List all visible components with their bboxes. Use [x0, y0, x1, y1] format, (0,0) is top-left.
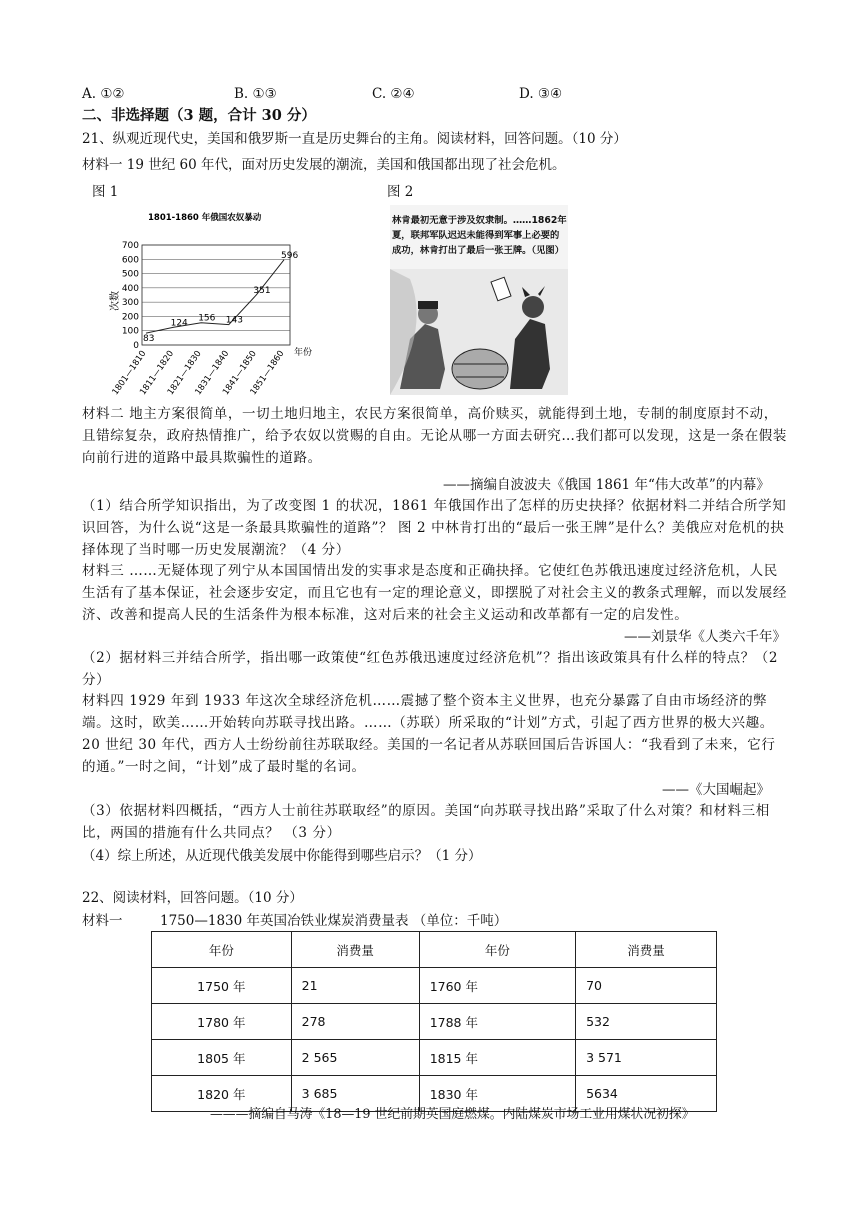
- option-d: D. ③④: [519, 86, 563, 102]
- header-year-2: 年份: [419, 932, 575, 968]
- data-label: 596: [281, 250, 299, 261]
- table-cell: 5634: [576, 1076, 717, 1112]
- table-cell: 532: [576, 1004, 717, 1040]
- table-row: [152, 968, 717, 1004]
- x-tick-label: 1851—1860: [248, 348, 287, 398]
- y-tick-label: 400: [121, 283, 139, 294]
- q22-stem: 22、阅读材料，回答问题。（10 分）: [82, 890, 303, 906]
- table-cell: 1780 年: [152, 1004, 292, 1040]
- option-a: A. ①②: [82, 86, 125, 102]
- coal-consumption-table: [151, 931, 717, 1112]
- q21-material-2: 材料二 地主方案很简单，一切土地归地主，农民方案很简单，高价赎买，就能得到土地，专制的制度原封不动，且错综复杂，政府热情推广，给予农奴以赏赐的自由。无论从哪一方面去研究…我们都可以发现，这是一条在假装向前行进的道路中最具欺骗性的道路。: [82, 406, 787, 466]
- header-consumption-2: 消费量: [576, 932, 717, 968]
- table-cell: 2 565: [291, 1040, 419, 1076]
- q22-table-title: 1750—1830 年英国冶铁业煤炭消费量表 （单位：千吨）: [160, 913, 508, 929]
- figure-2-label: 图 2: [387, 184, 414, 200]
- q21-material-4-source: ——《大国崛起》: [662, 782, 770, 798]
- x-tick-label: 1811—1820: [138, 348, 177, 398]
- table-cell: 1815 年: [419, 1040, 575, 1076]
- q21-question-1: （1）结合所学知识指出，为了改变图 1 的状况，1861 年俄国作出了怎样的历史抉择？依据材料二并结合所学知识回答，为什么说“这是一条最具欺骗性的道路”？ 图 2 中林肯打出的“最后一张王牌”是什么？美俄应对危机的抉择体现了当时哪一历史发展潮流？（4 分）: [82, 498, 787, 558]
- figure-1-chart: [112, 205, 322, 400]
- table-row: [152, 1040, 717, 1076]
- q21-material-4: 材料四 1929 年到 1933 年这次全球经济危机……震撼了整个资本主义世界，也充分暴露了自由市场经济的弊端。这时，欧美……开始转向苏联寻找出路。……（苏联）所采取的“计划”方式，引起了西方世界的极大兴趣。20 世纪 30 年代，西方人士纷纷前往苏联取经。美国的一名记者从苏联回国后告诉国人：“我看到了未来，它行的通。”一时之间，“计划”成了最时髦的名词。: [82, 693, 776, 775]
- x-tick-label: 1801—1810: [110, 348, 149, 398]
- data-label: 143: [225, 315, 243, 326]
- table-cell: 1788 年: [419, 1004, 575, 1040]
- table-cell: 1750 年: [152, 968, 292, 1004]
- data-label: 83: [143, 334, 155, 345]
- option-b: B. ①③: [234, 86, 277, 102]
- q21-question-3: （3）依据材料四概括，“西方人士前往苏联取经”的原因。美国“向苏联寻找出路”采取了什么对策？和材料三相比，两国的措施有什么共同点？ （3 分）: [82, 803, 770, 841]
- q21-material-3-source: ——刘景华《人类六千年》: [624, 629, 786, 645]
- y-tick-label: 0: [133, 341, 139, 351]
- table-cell: 21: [291, 968, 419, 1004]
- q21-material-2-source: ——摘编自波波夫《俄国 1861 年“伟大改革”的内幕》: [443, 477, 770, 493]
- y-axis-label: 次数: [110, 291, 121, 311]
- q21-stem: 21、纵观近现代史，美国和俄罗斯一直是历史舞台的主角。阅读材料，回答问题。（10 分）: [82, 131, 627, 147]
- x-tick-label: 1821—1830: [165, 348, 204, 398]
- y-tick-label: 300: [121, 298, 139, 309]
- q22-source: ———摘编自马涛《18—19 世纪前期英国庭燃煤。内陆煤炭市场工业用煤状况初探》: [210, 1107, 695, 1122]
- cartoon-drawing-icon: [390, 269, 568, 395]
- header-year-1: 年份: [152, 932, 292, 968]
- figure-1-label: 图 1: [92, 184, 119, 200]
- x-tick-label: 1831—1840: [193, 348, 232, 398]
- answer-options: [82, 86, 782, 106]
- q21-material-3: 材料三 ……无疑体现了列宁从本国国情出发的实事求是态度和正确抉择。它使红色苏俄迅速度过经济危机，人民生活有了基本保证，社会逐步安定，而且它也有一定的理论意义，即摆脱了对社会主义的教条式理解，而以发展经济、改善和提高人民的生活条件为根本标准，这对后来的社会主义运动和改革都有一定的启发性。: [82, 563, 787, 623]
- cartoon-caption: 林肯最初无意于涉及奴隶制。……1862年夏，联邦军队迟迟未能得到军事上必要的成功，林肯打出了最后一张王牌。（见图）: [392, 215, 567, 256]
- table-cell: 1805 年: [152, 1040, 292, 1076]
- y-tick-label: 500: [121, 269, 139, 280]
- table-cell: 70: [576, 968, 717, 1004]
- q21-question-4: （4）综上所述，从近现代俄美发展中你能得到哪些启示？（1 分）: [82, 848, 482, 864]
- table-header-row: [152, 932, 717, 968]
- y-tick-label: 700: [121, 241, 139, 251]
- table-cell: 1760 年: [419, 968, 575, 1004]
- x-tick-label: 1841—1850: [220, 348, 259, 398]
- q21-material-1: 材料一 19 世纪 60 年代，面对历史发展的潮流，美国和俄国都出现了社会危机。: [82, 157, 566, 173]
- data-label: 156: [198, 313, 216, 324]
- data-label: 351: [253, 285, 271, 296]
- x-axis-unit: 年份: [294, 348, 313, 358]
- y-tick-label: 200: [121, 312, 139, 323]
- table-cell: 278: [291, 1004, 419, 1040]
- table-cell: 1820 年: [152, 1076, 292, 1112]
- table-cell: 3 571: [576, 1040, 717, 1076]
- y-tick-label: 100: [121, 326, 139, 337]
- figure-2-cartoon: [390, 205, 568, 395]
- y-tick-label: 600: [121, 255, 139, 266]
- chart-title: 1801-1860 年俄国农奴暴动: [148, 213, 262, 223]
- q22-material-1-prefix: 材料一: [82, 913, 123, 929]
- section-title: 二、非选择题（3 题，合计 30 分）: [82, 107, 316, 124]
- table-cell: 3 685: [291, 1076, 419, 1112]
- table-row: [152, 1004, 717, 1040]
- table-cell: 1830 年: [419, 1076, 575, 1112]
- q21-question-2: （2）据材料三并结合所学，指出哪一政策使“红色苏俄迅速度过经济危机”？指出该政策具有什么样的特点？（2 分）: [82, 650, 779, 688]
- header-consumption-1: 消费量: [291, 932, 419, 968]
- data-label: 124: [170, 318, 188, 329]
- option-c: C. ②④: [372, 86, 415, 102]
